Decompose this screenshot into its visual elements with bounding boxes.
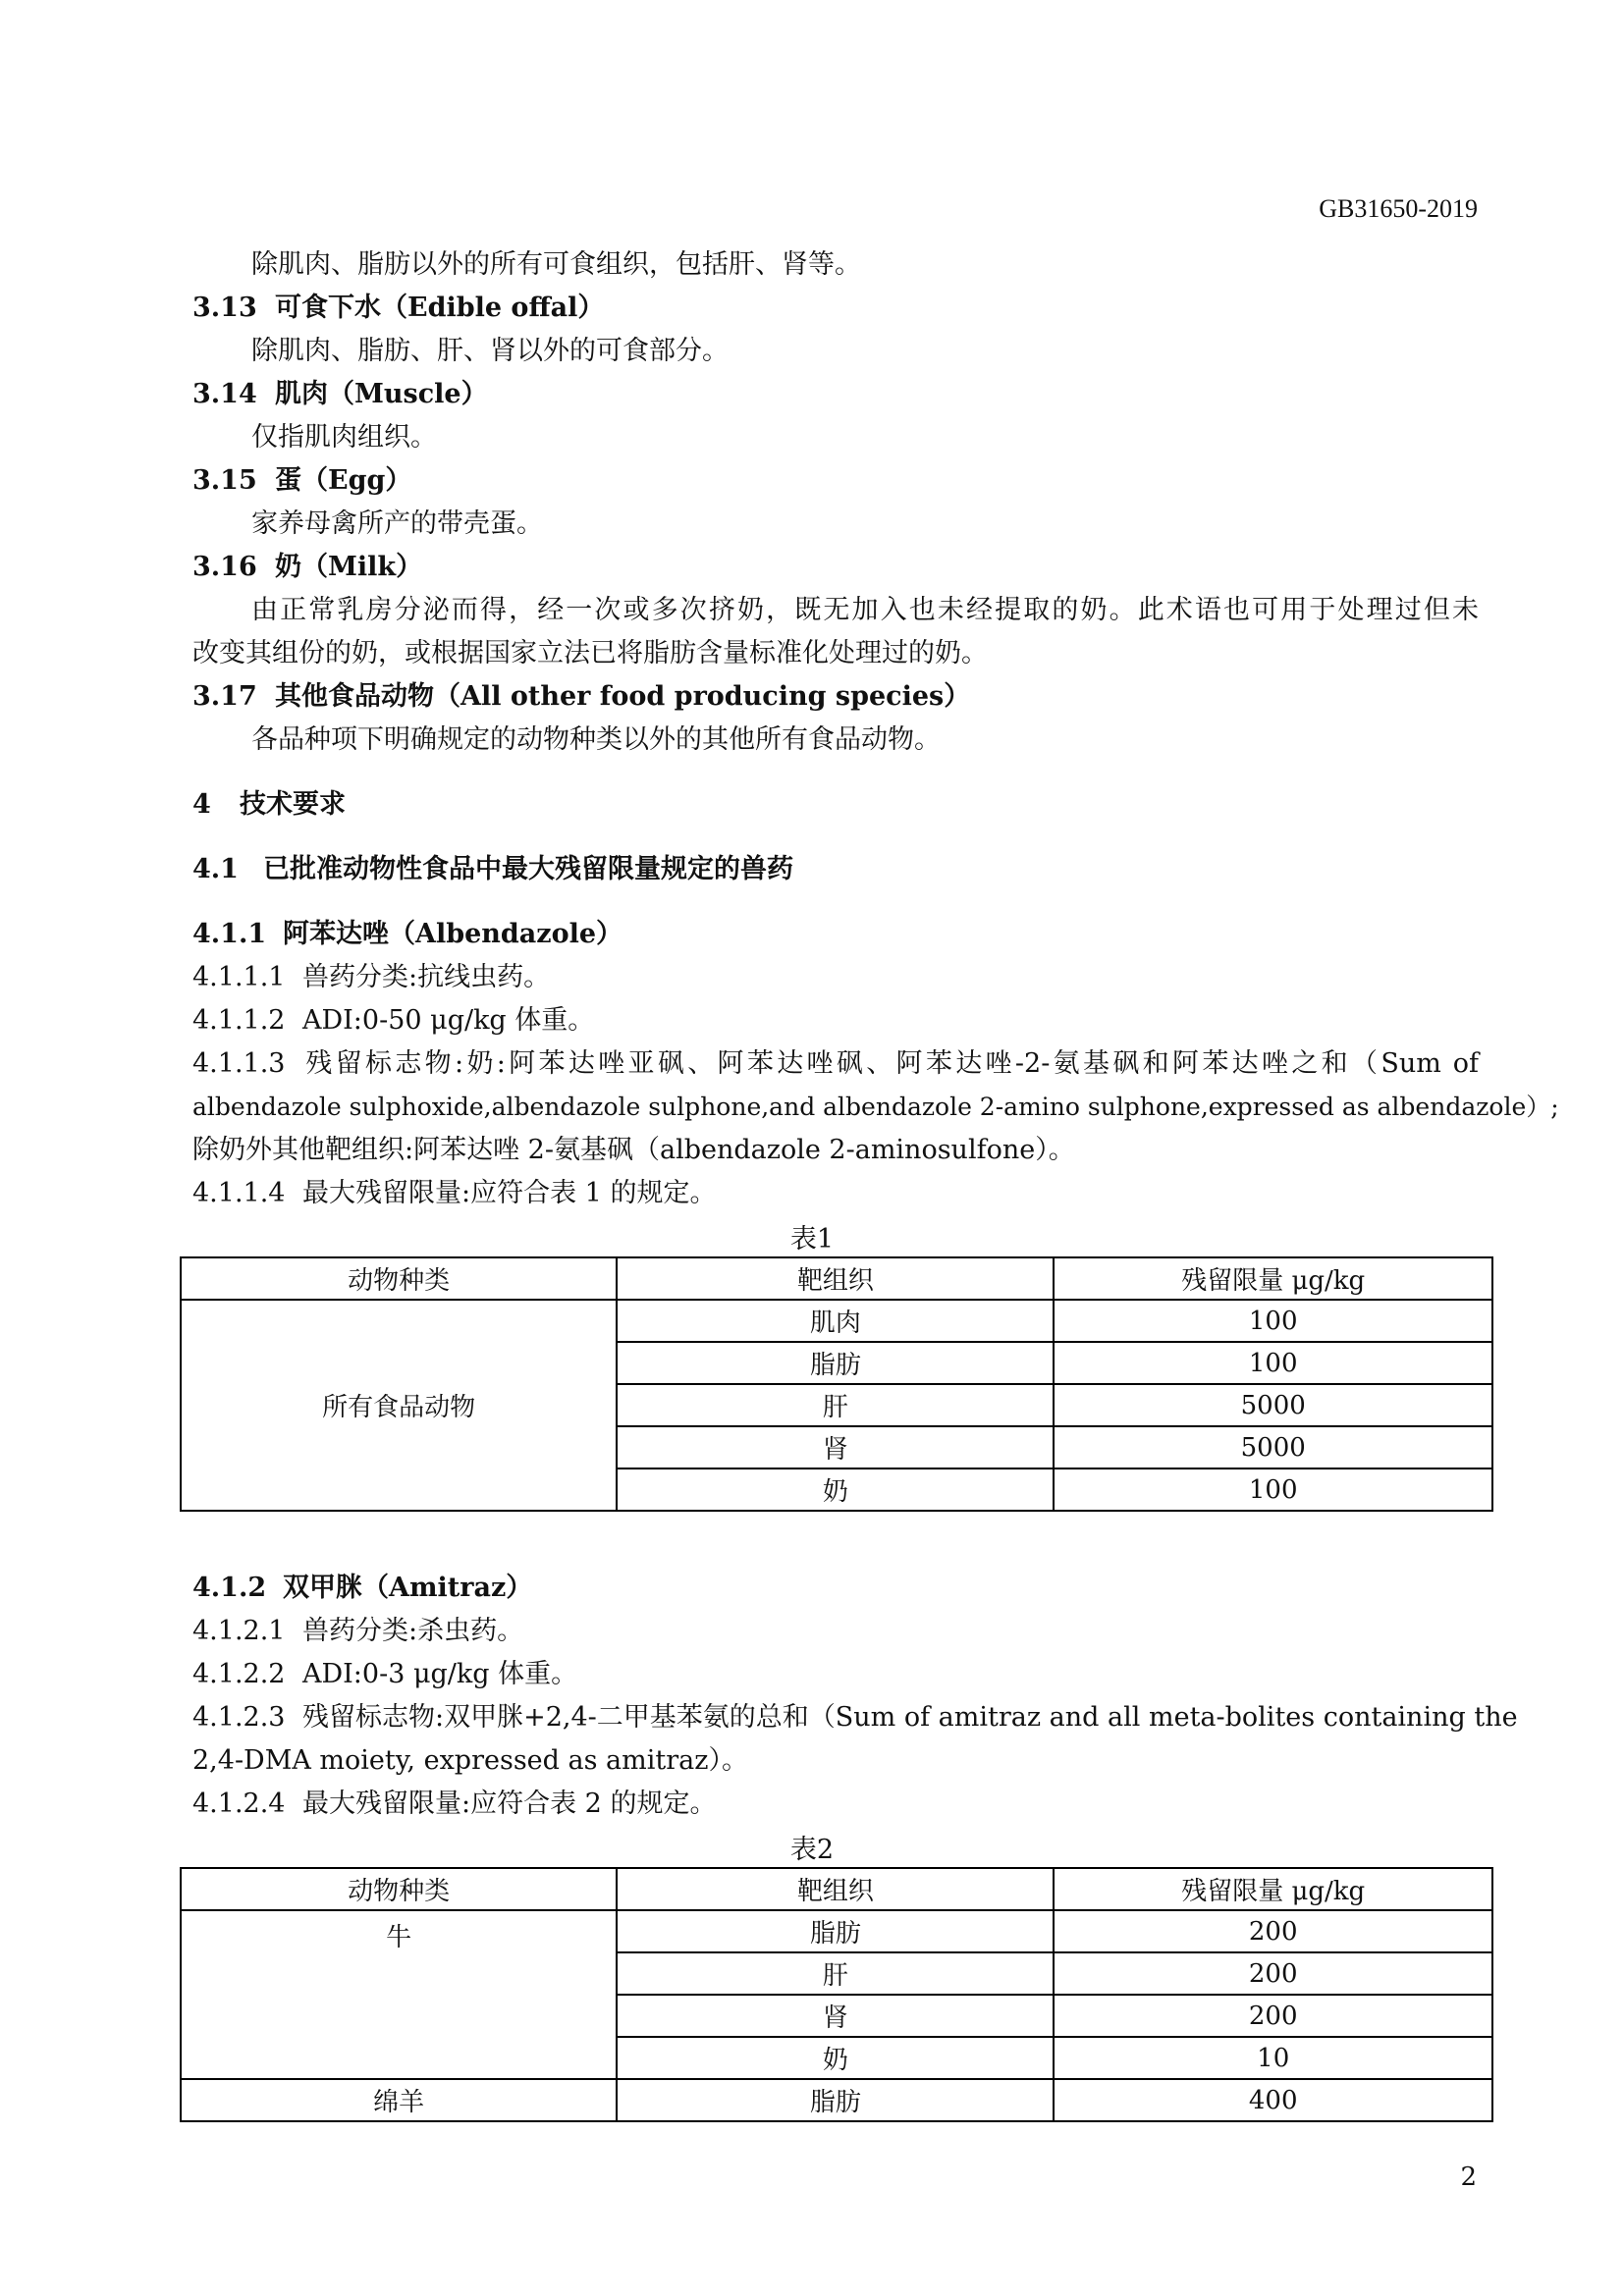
clause-number: 4.1.2.2 [192,1659,286,1689]
tissue-cell: 肾 [617,1995,1054,2037]
section-heading-3-16 [192,546,1479,589]
column-header: 残留限量 μg/kg [1054,1257,1492,1300]
limit-cell: 5000 [1054,1384,1492,1426]
paragraph: albendazole sulphoxide,albendazole sulphone,and albendazole 2-amino sulphone,expressed as albendazole）; [192,1093,1559,1121]
section-number: 4.1.1 [192,919,267,949]
section-number: 3.14 [192,379,257,409]
column-header: 动物种类 [181,1257,617,1300]
tissue-cell: 肝 [617,1952,1054,1995]
section-title: 肌肉（Muscle） [275,379,488,409]
clause-number: 4.1.2.3 [192,1702,286,1733]
clause-4-1-2-1 [192,1610,1479,1653]
species-cell: 牛 [181,1910,617,2079]
column-header: 残留限量 μg/kg [1054,1868,1492,1910]
section-number: 3.17 [192,681,257,712]
section-heading-4 [192,783,1479,827]
tissue-cell: 肾 [617,1426,1054,1468]
limit-cell: 100 [1054,1468,1492,1511]
paragraph: 2,4-DMA moiety, expressed as amitraz）。 [192,1745,748,1776]
limit-cell: 400 [1054,2079,1492,2121]
clause-text: 最大残留限量:应符合表 1 的规定。 [302,1178,717,1208]
paragraph: 除肌肉、脂肪、肝、肾以外的可食部分。 [251,336,729,366]
table-row [181,1300,1492,1342]
limit-cell: 200 [1054,1995,1492,2037]
paragraph: 家养母禽所产的带壳蛋。 [251,508,543,539]
standard-number: GB31650-2019 [1319,194,1478,223]
column-header: 靶组织 [617,1868,1054,1910]
clause-text: ADI:0-3 μg/kg 体重。 [302,1659,578,1689]
section-heading-4-1-1 [192,913,1479,956]
paragraph: 由正常乳房分泌而得，经一次或多次挤奶，既无加入也未经提取的奶。此术语也可用于处理过但未 [251,595,1479,625]
clause-number: 4.1.2.1 [192,1616,286,1646]
section-title: 蛋（Egg） [275,465,412,496]
section-title: 技术要求 [240,789,346,820]
clause-text: 残留标志物:双甲脒+2,4-二甲基苯氨的总和（Sum of amitraz and all meta-bolites containing the [302,1702,1518,1733]
clause-text: 兽药分类:杀虫药。 [302,1616,524,1646]
clause-4-1-1-3 [192,1042,1479,1086]
table-1 [180,1256,1493,1512]
clause-text: 最大残留限量:应符合表 2 的规定。 [302,1789,717,1819]
section-title: 奶（Milk） [275,552,423,582]
tissue-cell: 奶 [617,1468,1054,1511]
limit-cell: 200 [1054,1952,1492,1995]
tissue-cell: 脂肪 [617,2079,1054,2121]
column-header: 动物种类 [181,1868,617,1910]
section-title: 可食下水（Edible offal） [275,293,605,323]
table-row [181,1910,1492,1952]
paragraph: 除肌肉、脂肪以外的所有可食组织，包括肝、肾等。 [251,249,861,280]
section-title: 双甲脒（Amitraz） [283,1573,533,1603]
section-heading-4-1 [192,848,1479,891]
limit-cell: 200 [1054,1910,1492,1952]
clause-text: ADI:0-50 μg/kg 体重。 [302,1005,595,1036]
table-caption: 表1 [789,1224,835,1255]
section-heading-3-14 [192,373,1479,416]
clause-number: 4.1.1.4 [192,1178,286,1208]
paragraph: 除奶外其他靶组织:阿苯达唑 2-氨基砜（albendazole 2-aminosulfone）。 [192,1135,1075,1165]
section-heading-4-1-2 [192,1567,1479,1610]
clause-4-1-1-4 [192,1172,1479,1215]
section-heading-3-13 [192,287,1479,330]
limit-cell: 10 [1054,2037,1492,2079]
section-heading-3-15 [192,459,1479,503]
column-header: 靶组织 [617,1257,1054,1300]
clause-text: 残留标志物:奶:阿苯达唑亚砜、阿苯达唑砜、阿苯达唑-2-氨基砜和阿苯达唑之和（Sum of [302,1048,1479,1079]
paragraph: 改变其组份的奶，或根据国家立法已将脂肪含量标准化处理过的奶。 [192,638,988,668]
clause-4-1-2-2 [192,1653,1479,1696]
clause-4-1-1-1 [192,956,1479,999]
clause-text: 兽药分类:抗线虫药。 [302,962,551,992]
limit-cell: 100 [1054,1342,1492,1384]
page-number: 2 [1460,2163,1477,2192]
clause-number: 4.1.1.2 [192,1005,286,1036]
section-number: 3.13 [192,293,257,323]
section-title: 已批准动物性食品中最大残留限量规定的兽药 [263,854,793,884]
limit-cell: 5000 [1054,1426,1492,1468]
section-heading-3-17 [192,675,1479,719]
section-title: 其他食品动物（All other food producing species） [275,681,971,712]
section-number: 4.1.2 [192,1573,267,1603]
tissue-cell: 肌肉 [617,1300,1054,1342]
limit-cell: 100 [1054,1300,1492,1342]
tissue-cell: 脂肪 [617,1910,1054,1952]
paragraph: 各品种项下明确规定的动物种类以外的其他所有食品动物。 [251,724,941,755]
table-caption: 表2 [789,1835,835,1865]
clause-4-1-2-3 [192,1696,1518,1739]
tissue-cell: 脂肪 [617,1342,1054,1384]
section-title: 阿苯达唑（Albendazole） [283,919,623,949]
species-cell: 所有食品动物 [181,1300,617,1511]
section-number: 4 [192,789,211,820]
clause-number: 4.1.1.1 [192,962,286,992]
table-row [181,2079,1492,2121]
table-header-row [181,1257,1492,1300]
clause-number: 4.1.1.3 [192,1048,286,1079]
section-number: 3.15 [192,465,257,496]
clause-4-1-2-4 [192,1783,1479,1826]
section-number: 4.1 [192,854,239,884]
paragraph: 仅指肌肉组织。 [251,422,437,453]
table-header-row [181,1868,1492,1910]
clause-4-1-1-2 [192,999,1479,1042]
tissue-cell: 奶 [617,2037,1054,2079]
table-2 [180,1867,1493,2122]
tissue-cell: 肝 [617,1384,1054,1426]
clause-number: 4.1.2.4 [192,1789,286,1819]
species-cell: 绵羊 [181,2079,617,2121]
section-number: 3.16 [192,552,257,582]
